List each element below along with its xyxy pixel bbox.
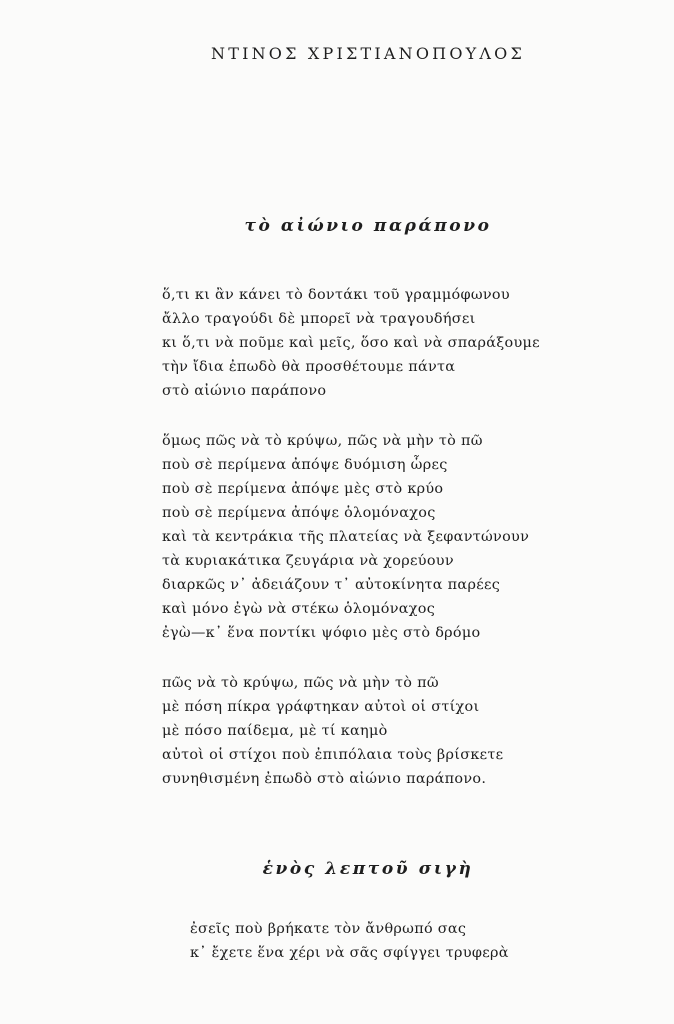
poem-line: ποὺ σὲ περίμενα ἀπόψε δυόμιση ὧρες (162, 457, 448, 473)
poem-stanza (162, 671, 662, 791)
poem-line: ἐσεῖς ποὺ βρήκατε τὸν ἄνθρωπό σας (190, 921, 467, 937)
poem-line: μὲ πόση πίκρα γράφτηκαν αὐτοὶ οἱ στίχοι (162, 699, 480, 715)
poem-stanza (190, 917, 674, 965)
poem-line: στὸ αἰώνιο παράπονο (162, 383, 327, 399)
poem-line: καὶ τὰ κεντράκια τῆς πλατείας νὰ ξεφαντώνουν (162, 529, 530, 545)
poem-line: ποὺ σὲ περίμενα ἀπόψε μὲς στὸ κρύο (162, 481, 444, 497)
poem-line: ἐγὼ—κ᾽ ἕνα ποντίκι ψόφιο μὲς στὸ δρόμο (162, 625, 481, 641)
poem-title: ἑνὸς λεπτοῦ σιγὴ (262, 859, 474, 879)
poem-line: καὶ μόνο ἐγὼ νὰ στέκω ὁλομόναχος (162, 601, 436, 617)
poem-title: τὸ αἰώνιο παράπονο (244, 216, 492, 236)
poem-stanza (162, 283, 662, 403)
poem-line: ὅ,τι κι ἂν κάνει τὸ δοντάκι τοῦ γραμμόφωνου (162, 287, 510, 303)
poem-line: διαρκῶς ν᾽ ἀδειάζουν τ᾽ αὐτοκίνητα παρέες (162, 577, 501, 593)
poem-line: μὲ πόσο παίδεμα, μὲ τί καημὸ (162, 723, 388, 739)
poem-line: κι ὅ,τι νὰ ποῦμε καὶ μεῖς, ὅσο καὶ νὰ σπαράξουμε (162, 335, 540, 351)
author-header: ΝΤΙΝΟΣ ΧΡΙΣΤΙΑΝΟΠΟΥΛΟΣ (211, 44, 525, 63)
poem-line: αὐτοὶ οἱ στίχοι ποὺ ἐπιπόλαια τοὺς βρίσκετε (162, 747, 504, 763)
poem-line: τὰ κυριακάτικα ζευγάρια νὰ χορεύουν (162, 553, 454, 569)
poem-line: κ᾽ ἔχετε ἕνα χέρι νὰ σᾶς σφίγγει τρυφερὰ (190, 945, 509, 961)
poem-stanza (162, 429, 662, 645)
poem-line: συνηθισμένη ἐπωδὸ στὸ αἰώνιο παράπονο. (162, 771, 487, 787)
poem-line: ὅμως πῶς νὰ τὸ κρύψω, πῶς νὰ μὴν τὸ πῶ (162, 433, 483, 449)
poem-line: ποὺ σὲ περίμενα ἀπόψε ὁλομόναχος (162, 505, 436, 521)
poem-line: τὴν ἴδια ἐπωδὸ θὰ προσθέτουμε πάντα (162, 359, 456, 375)
poem-line: ἄλλο τραγούδι δὲ μπορεῖ νὰ τραγουδήσει (162, 311, 476, 327)
poem-line: πῶς νὰ τὸ κρύψω, πῶς νὰ μὴν τὸ πῶ (162, 675, 439, 691)
